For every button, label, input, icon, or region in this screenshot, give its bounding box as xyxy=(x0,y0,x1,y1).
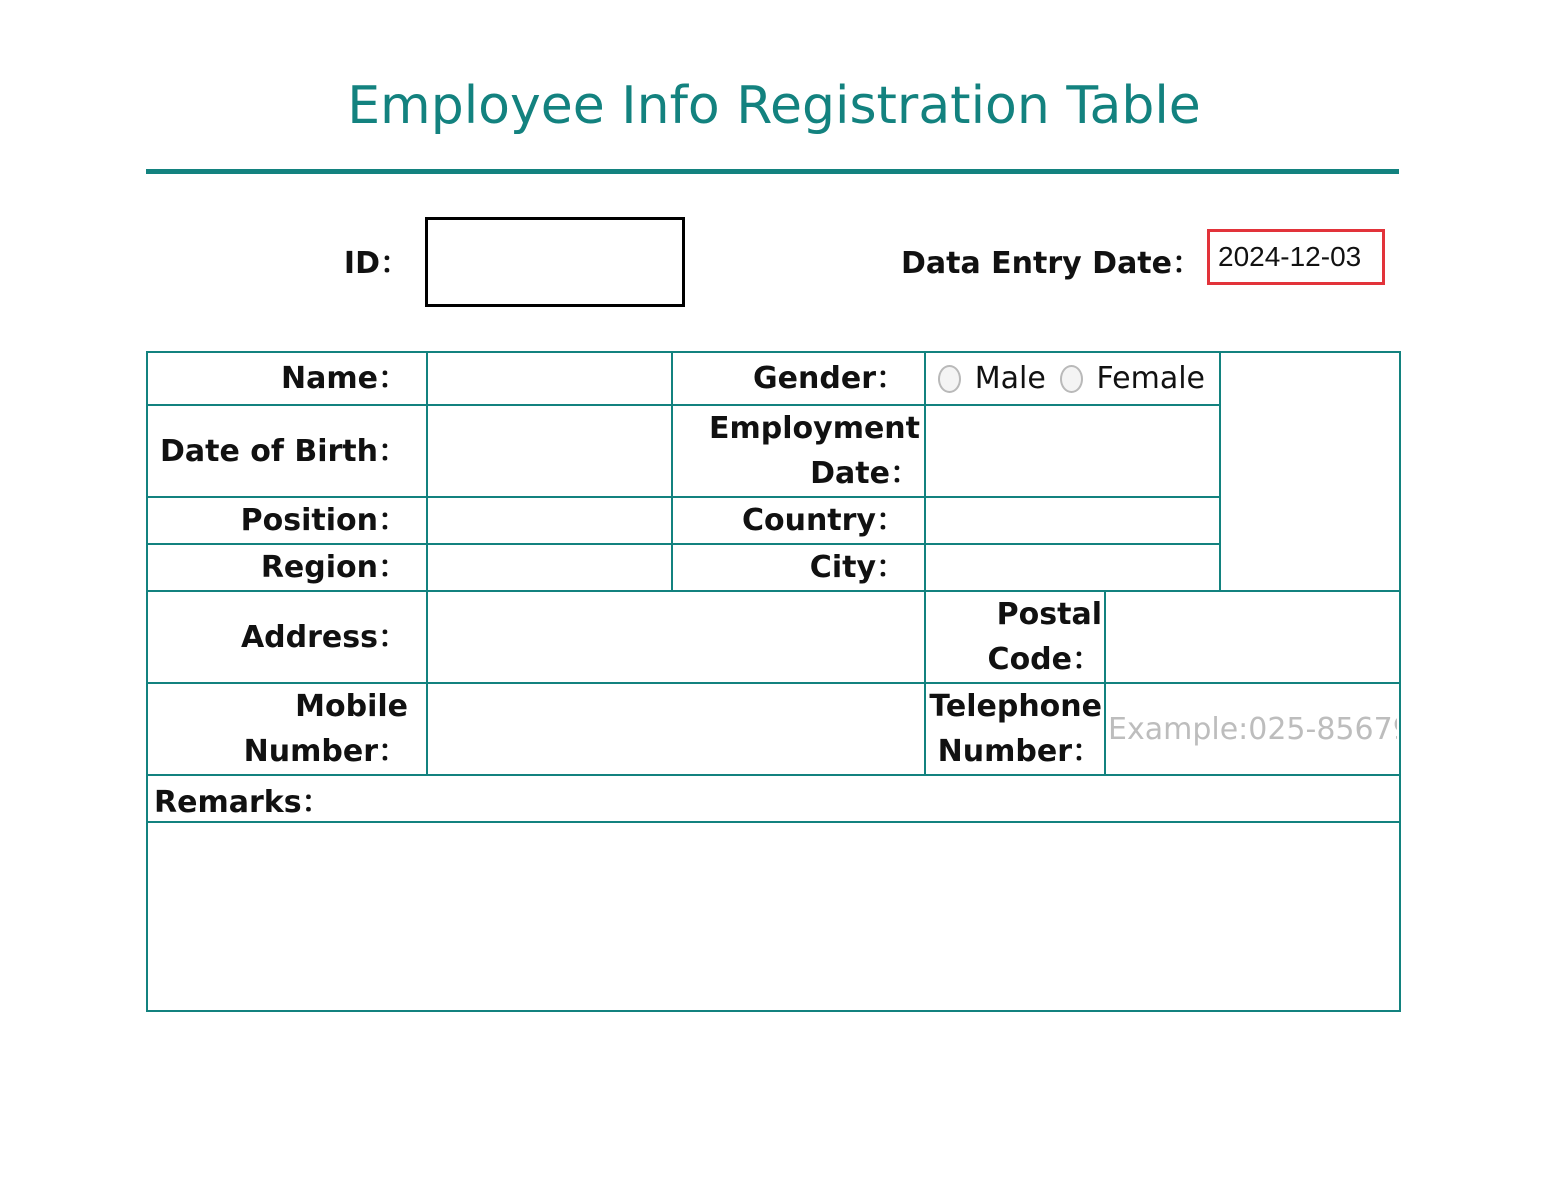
photo-cell[interactable] xyxy=(1220,352,1400,591)
position-cell xyxy=(427,497,672,544)
gender-radio-group xyxy=(926,361,1219,396)
data-entry-date-input[interactable] xyxy=(1207,229,1385,285)
city-cell xyxy=(925,544,1220,591)
remarks-label: Remarks： xyxy=(147,775,1400,822)
postal-code-label: Postal Code： xyxy=(925,591,1105,683)
telephone-number-input[interactable] xyxy=(1106,712,1399,747)
name-cell xyxy=(427,352,672,405)
name-input[interactable] xyxy=(428,361,671,396)
postal-code-input[interactable] xyxy=(1106,620,1399,655)
data-entry-date-label: Data Entry Date： xyxy=(901,246,1202,281)
date-of-birth-cell xyxy=(427,405,672,497)
employment-date-label: Employment Date： xyxy=(672,405,925,497)
mobile-number-input[interactable] xyxy=(428,712,924,747)
remarks-textarea[interactable] xyxy=(148,877,1399,949)
name-label: Name： xyxy=(147,352,427,405)
country-cell xyxy=(925,497,1220,544)
telephone-number-cell xyxy=(1105,683,1400,775)
gender-male-radio[interactable] xyxy=(938,365,961,393)
region-label: Region： xyxy=(147,544,427,591)
gender-female-radio[interactable] xyxy=(1060,365,1083,393)
country-input[interactable] xyxy=(926,503,1219,538)
position-label: Position： xyxy=(147,497,427,544)
position-input[interactable] xyxy=(428,503,671,538)
employment-date-input[interactable] xyxy=(926,434,1219,469)
mobile-number-label: Mobile Number： xyxy=(147,683,427,775)
address-input[interactable] xyxy=(428,620,924,655)
region-cell xyxy=(427,544,672,591)
gender-cell xyxy=(925,352,1220,405)
gender-label: Gender： xyxy=(672,352,925,405)
id-input[interactable] xyxy=(425,217,685,307)
address-label: Address： xyxy=(147,591,427,683)
remarks-cell xyxy=(147,822,1400,1011)
employee-info-form-table xyxy=(146,351,1401,1012)
region-input[interactable] xyxy=(428,550,671,585)
postal-code-cell xyxy=(1105,591,1400,683)
page-title: Employee Info Registration Table xyxy=(347,76,1201,136)
id-label: ID： xyxy=(343,246,410,281)
telephone-number-label: Telephone Number： xyxy=(925,683,1105,775)
gender-male-label[interactable]: Male xyxy=(974,361,1046,396)
title-divider xyxy=(146,169,1399,174)
gender-female-label[interactable]: Female xyxy=(1096,361,1206,396)
address-cell xyxy=(427,591,925,683)
mobile-number-cell xyxy=(427,683,925,775)
country-label: Country： xyxy=(672,497,925,544)
employment-date-cell xyxy=(925,405,1220,497)
city-label: City： xyxy=(672,544,925,591)
date-of-birth-input[interactable] xyxy=(428,434,671,469)
city-input[interactable] xyxy=(926,550,1219,585)
date-of-birth-label: Date of Birth： xyxy=(147,405,427,497)
